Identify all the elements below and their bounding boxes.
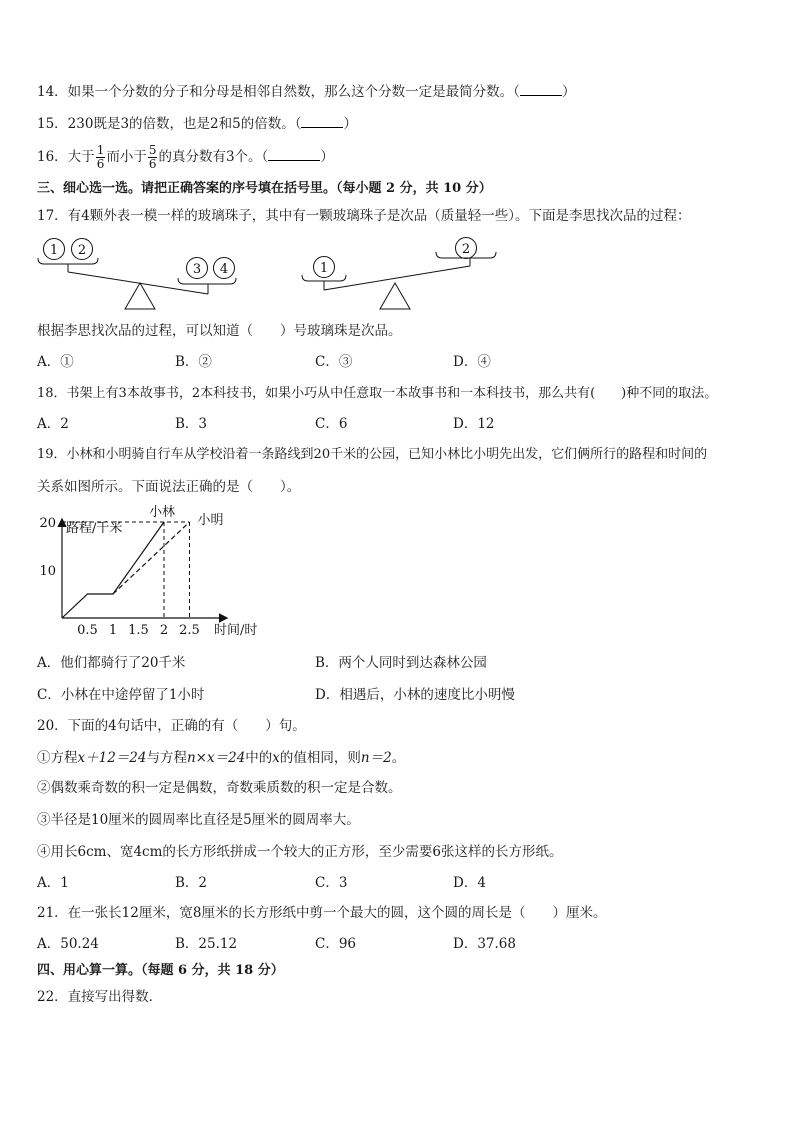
question-21: 21．在一张长12厘米，宽8厘米的长方形纸中剪一个最大的圆，这个圆的周长是（ ）厘米。 bbox=[37, 905, 607, 921]
ball-label-4: 4 bbox=[219, 262, 229, 277]
answer-blank[interactable] bbox=[520, 82, 562, 96]
answer-blank[interactable] bbox=[268, 147, 320, 161]
q19-option-d[interactable]: D．相遇后，小林的速度比小明慢 bbox=[315, 687, 515, 703]
y-axis-label: 路程/千米 bbox=[66, 521, 123, 536]
answer-blank[interactable] bbox=[301, 114, 343, 128]
q21-option-d[interactable]: D．37.68 bbox=[453, 936, 516, 952]
q15-text: 15．230既是3的倍数，也是2和5的倍数。（ bbox=[37, 116, 302, 132]
ball-label-1: 1 bbox=[49, 243, 59, 258]
series-label: 小明 bbox=[197, 513, 224, 528]
q21-option-a[interactable]: A．50.24 bbox=[37, 936, 99, 952]
question-14: 14．如果一个分数的分子和分母是相邻自然数，那么这个分数一定是最简分数。（ ） bbox=[37, 84, 576, 100]
question-17: 17．有4颗外表一模一样的玻璃珠子，其中有一颗玻璃珠子是次品（质量轻一些）。下面是李思找次品的过程： bbox=[37, 208, 691, 224]
question-20: 20．下面的4句话中，正确的有（ ）句。 bbox=[37, 718, 306, 734]
question-19-line-2: 关系如图所示。下面说法正确的是（ ）。 bbox=[37, 479, 301, 495]
series-line-xiaoming bbox=[113, 522, 190, 594]
section-3-heading: 三、细心选一选。请把正确答案的序号填在括号里。（每小题 2 分，共 10 分） bbox=[37, 181, 492, 196]
balance-beam bbox=[68, 272, 208, 294]
q20-option-a[interactable]: A．1 bbox=[37, 875, 69, 891]
ball-label-2: 2 bbox=[461, 242, 471, 257]
x-axis-label: 时间/时 bbox=[214, 623, 258, 638]
q20-option-c[interactable]: C．3 bbox=[315, 875, 348, 891]
q17-option-d[interactable]: D．④ bbox=[453, 354, 491, 370]
x-tick-label: 1 bbox=[108, 623, 118, 638]
question-19-line-1: 19．小林和小明骑自行车从学校沿着一条路线到20千米的公园，已知小林比小明先出发，它们俩所行的路程和时间的 bbox=[37, 447, 708, 462]
q17-option-a[interactable]: A．① bbox=[37, 354, 74, 370]
q19-option-b[interactable]: B．两个人同时到达森林公园 bbox=[315, 655, 487, 671]
q18-option-d[interactable]: D．12 bbox=[453, 416, 495, 432]
q20-statement-4: ④用长6cm、宽4cm的长方形纸拼成一个较大的正方形，至少需要6张这样的长方形纸。 bbox=[37, 844, 563, 860]
ball-label-2: 2 bbox=[77, 243, 87, 258]
pan-right bbox=[178, 278, 236, 284]
x-tick-label: 1.5 bbox=[128, 623, 149, 638]
pan-left bbox=[38, 258, 98, 264]
question-16: 16．大于 $\frac{1}{6}$ 而小于 $\frac{5}{6}$ 的真分数有3个。（ ） bbox=[37, 143, 334, 171]
x-tick-label: 0.5 bbox=[77, 623, 98, 638]
q20-statement-2: ②偶数乘奇数的积一定是偶数，奇数乘质数的积一定是合数。 bbox=[37, 780, 402, 796]
q17-follow-text: 根据李思找次品的过程，可以知道（ ）号玻璃珠是次品。 bbox=[37, 323, 402, 339]
ball-label-1: 1 bbox=[319, 261, 329, 276]
q20-option-d[interactable]: D．4 bbox=[453, 875, 486, 891]
question-18: 18．书架上有3本故事书，2本科技书，如果小巧从中任意取一本故事书和一本科技书，那么共有( )种不同的取法。 bbox=[37, 386, 718, 401]
question-15: 15．230既是3的倍数，也是2和5的倍数。（ ） bbox=[37, 116, 357, 132]
q20-statement-1: ①方程x＋12＝24与方程n×x＝24中的x的值相同，则n＝2。 bbox=[37, 750, 406, 766]
fraction-one-sixth: $\frac{1}{6}$ bbox=[96, 143, 105, 171]
y-tick-label: 20 bbox=[39, 516, 56, 531]
ball-label-3: 3 bbox=[192, 262, 202, 277]
q20-option-b[interactable]: B．2 bbox=[175, 875, 208, 891]
y-tick-label: 10 bbox=[39, 564, 56, 579]
series-line-xiaolin bbox=[62, 522, 164, 618]
q18-option-b[interactable]: B．3 bbox=[175, 416, 208, 432]
q21-option-b[interactable]: B．25.12 bbox=[175, 936, 238, 952]
q21-option-c[interactable]: C．96 bbox=[315, 936, 357, 952]
series-label: 小林 bbox=[148, 505, 176, 520]
balance-scales-figure bbox=[30, 232, 510, 314]
q19-option-a[interactable]: A．他们都骑行了20千米 bbox=[37, 655, 186, 671]
fulcrum bbox=[125, 283, 155, 309]
x-tick-label: 2 bbox=[159, 623, 169, 638]
question-22: 22．直接写出得数． bbox=[37, 989, 163, 1005]
distance-time-chart bbox=[36, 505, 276, 642]
fulcrum-2 bbox=[380, 283, 410, 309]
q20-statement-3: ③半径是10厘米的圆周率比直径是5厘米的圆周率大。 bbox=[37, 812, 360, 828]
q18-option-c[interactable]: C．6 bbox=[315, 416, 348, 432]
section-4-heading: 四、用心算一算。（每题 6 分，共 18 分） bbox=[37, 963, 284, 978]
x-tick-label: 2.5 bbox=[179, 623, 200, 638]
q17-option-c[interactable]: C．③ bbox=[315, 354, 353, 370]
fraction-five-sixths: $\frac{5}{6}$ bbox=[148, 143, 157, 171]
q19-option-c[interactable]: C．小林在中途停留了1小时 bbox=[37, 687, 205, 703]
q14-text: 14．如果一个分数的分子和分母是相邻自然数，那么这个分数一定是最简分数。（ bbox=[37, 84, 520, 100]
q18-option-a[interactable]: A．2 bbox=[37, 416, 69, 432]
q17-option-b[interactable]: B．② bbox=[175, 354, 212, 370]
